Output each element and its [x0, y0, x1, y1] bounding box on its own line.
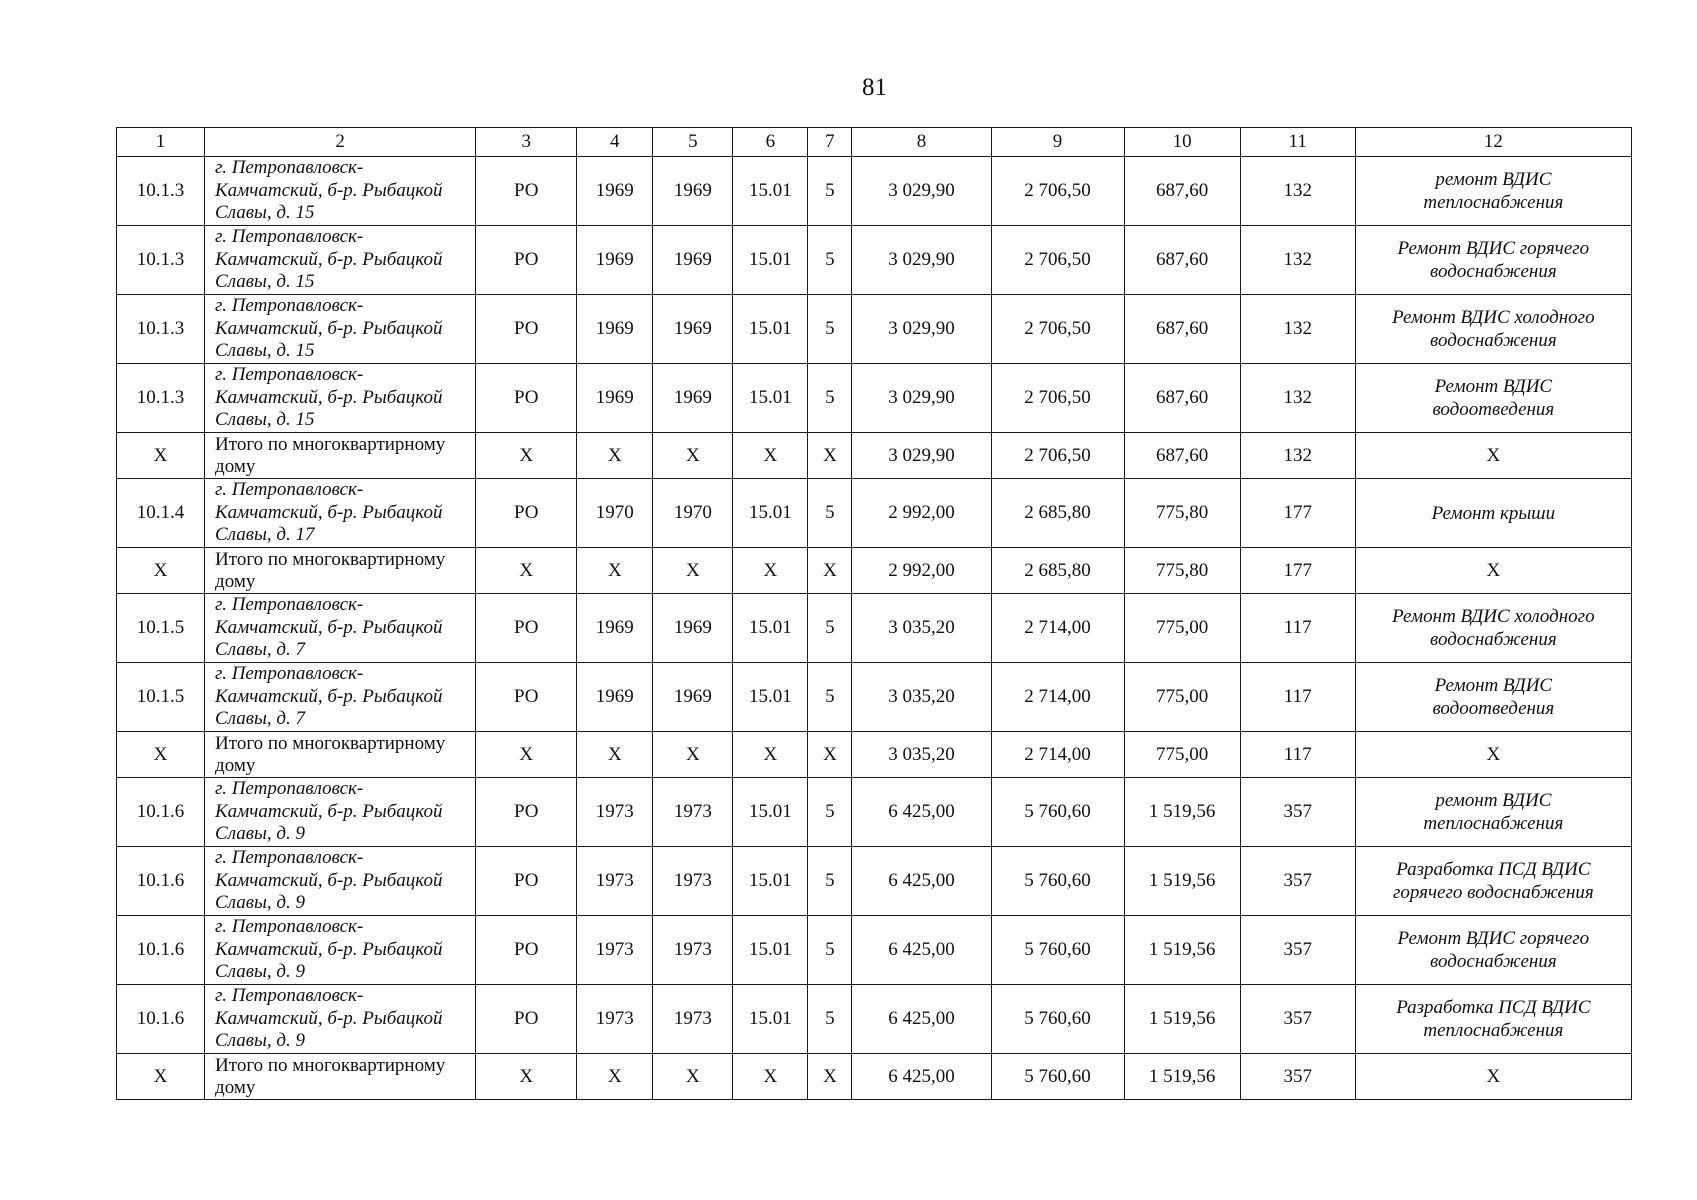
item-number-cell: 10.1.5: [117, 594, 205, 663]
work-type-cell: Ремонт ВДИС водоотведения: [1355, 663, 1631, 732]
table-row: [117, 226, 1632, 295]
work-type-cell: ремонт ВДИС теплоснабжения: [1355, 157, 1631, 226]
work-type-cell: Х: [1355, 732, 1631, 778]
item-number-cell: 10.1.6: [117, 778, 205, 847]
living-area-cell: 2 706,50: [991, 157, 1124, 226]
residents-cell: 357: [1240, 985, 1355, 1054]
total-row: [117, 1054, 1632, 1100]
total-area-cell: 3 029,90: [852, 226, 991, 295]
living-area-cell: 2 714,00: [991, 594, 1124, 663]
nonliving-area-cell: 775,00: [1124, 594, 1240, 663]
residents-cell: 117: [1240, 594, 1355, 663]
commission-year-cell: 1973: [653, 985, 733, 1054]
work-type-cell: Х: [1355, 548, 1631, 594]
date-cell: 15.01: [733, 479, 808, 548]
date-cell: Х: [733, 1054, 808, 1100]
column-header: 7: [808, 128, 852, 157]
total-area-cell: 3 029,90: [852, 295, 991, 364]
build-year-cell: 1973: [577, 778, 653, 847]
owner-cell: РО: [476, 594, 577, 663]
floors-cell: Х: [808, 732, 852, 778]
work-type-cell: Ремонт ВДИС горячего водоснабжения: [1355, 226, 1631, 295]
column-header: 12: [1355, 128, 1631, 157]
nonliving-area-cell: 1 519,56: [1124, 1054, 1240, 1100]
work-type-cell: Х: [1355, 1054, 1631, 1100]
table-row: [117, 847, 1632, 916]
commission-year-cell: 1973: [653, 778, 733, 847]
column-header: 3: [476, 128, 577, 157]
residents-cell: 117: [1240, 663, 1355, 732]
total-row: [117, 732, 1632, 778]
date-cell: 15.01: [733, 916, 808, 985]
table-row: [117, 985, 1632, 1054]
header-row: [117, 128, 1632, 157]
work-type-cell: Ремонт ВДИС холодного водоснабжения: [1355, 295, 1631, 364]
floors-cell: 5: [808, 663, 852, 732]
commission-year-cell: 1969: [653, 295, 733, 364]
living-area-cell: 5 760,60: [991, 847, 1124, 916]
commission-year-cell: 1973: [653, 916, 733, 985]
table-row: [117, 778, 1632, 847]
work-type-cell: Ремонт крыши: [1355, 479, 1631, 548]
residents-cell: 117: [1240, 732, 1355, 778]
table-row: [117, 663, 1632, 732]
residents-cell: 357: [1240, 847, 1355, 916]
column-header: 5: [653, 128, 733, 157]
residents-cell: 132: [1240, 226, 1355, 295]
residents-cell: 177: [1240, 548, 1355, 594]
table-row: [117, 157, 1632, 226]
floors-cell: 5: [808, 295, 852, 364]
floors-cell: 5: [808, 226, 852, 295]
floors-cell: Х: [808, 433, 852, 479]
table-row: [117, 479, 1632, 548]
owner-cell: РО: [476, 985, 577, 1054]
nonliving-area-cell: 687,60: [1124, 433, 1240, 479]
build-year-cell: Х: [577, 433, 653, 479]
total-area-cell: 2 992,00: [852, 548, 991, 594]
residents-cell: 132: [1240, 364, 1355, 433]
nonliving-area-cell: 687,60: [1124, 295, 1240, 364]
address-cell: г. Петропавловск- Камчатский, б-р. Рыбацкой Славы, д. 7: [205, 663, 476, 732]
living-area-cell: 2 706,50: [991, 295, 1124, 364]
date-cell: 15.01: [733, 226, 808, 295]
owner-cell: Х: [476, 433, 577, 479]
address-cell: г. Петропавловск- Камчатский, б-р. Рыбацкой Славы, д. 15: [205, 364, 476, 433]
nonliving-area-cell: 1 519,56: [1124, 916, 1240, 985]
living-area-cell: 2 706,50: [991, 364, 1124, 433]
table-row: [117, 594, 1632, 663]
floors-cell: 5: [808, 479, 852, 548]
living-area-cell: 2 714,00: [991, 732, 1124, 778]
total-area-cell: 3 029,90: [852, 433, 991, 479]
commission-year-cell: 1973: [653, 847, 733, 916]
floors-cell: 5: [808, 157, 852, 226]
item-number-cell: 10.1.4: [117, 479, 205, 548]
date-cell: 15.01: [733, 847, 808, 916]
total-area-cell: 3 035,20: [852, 594, 991, 663]
living-area-cell: 5 760,60: [991, 985, 1124, 1054]
living-area-cell: 2 714,00: [991, 663, 1124, 732]
floors-cell: Х: [808, 548, 852, 594]
column-header: 10: [1124, 128, 1240, 157]
column-header: 9: [991, 128, 1124, 157]
nonliving-area-cell: 1 519,56: [1124, 847, 1240, 916]
owner-cell: Х: [476, 1054, 577, 1100]
table-row: [117, 916, 1632, 985]
work-type-cell: Ремонт ВДИС холодного водоснабжения: [1355, 594, 1631, 663]
item-number-cell: 10.1.3: [117, 364, 205, 433]
commission-year-cell: 1969: [653, 157, 733, 226]
table-row: [117, 364, 1632, 433]
total-label-cell: Итого по многоквартирному дому: [205, 1054, 476, 1100]
living-area-cell: 2 706,50: [991, 226, 1124, 295]
residents-cell: 132: [1240, 157, 1355, 226]
work-type-cell: Ремонт ВДИС горячего водоснабжения: [1355, 916, 1631, 985]
total-label-cell: Итого по многоквартирному дому: [205, 732, 476, 778]
item-number-cell: 10.1.6: [117, 916, 205, 985]
nonliving-area-cell: 775,00: [1124, 732, 1240, 778]
floors-cell: 5: [808, 916, 852, 985]
build-year-cell: 1970: [577, 479, 653, 548]
floors-cell: 5: [808, 778, 852, 847]
living-area-cell: 2 706,50: [991, 433, 1124, 479]
commission-year-cell: 1969: [653, 594, 733, 663]
nonliving-area-cell: 775,80: [1124, 479, 1240, 548]
commission-year-cell: Х: [653, 433, 733, 479]
table-row: [117, 295, 1632, 364]
residents-cell: 132: [1240, 295, 1355, 364]
build-year-cell: Х: [577, 1054, 653, 1100]
build-year-cell: 1969: [577, 157, 653, 226]
nonliving-area-cell: 687,60: [1124, 364, 1240, 433]
build-year-cell: 1969: [577, 295, 653, 364]
owner-cell: РО: [476, 157, 577, 226]
date-cell: 15.01: [733, 157, 808, 226]
total-area-cell: 2 992,00: [852, 479, 991, 548]
living-area-cell: 5 760,60: [991, 916, 1124, 985]
item-number-cell: Х: [117, 732, 205, 778]
commission-year-cell: 1970: [653, 479, 733, 548]
total-area-cell: 3 029,90: [852, 157, 991, 226]
build-year-cell: Х: [577, 732, 653, 778]
date-cell: 15.01: [733, 663, 808, 732]
work-type-cell: Ремонт ВДИС водоотведения: [1355, 364, 1631, 433]
living-area-cell: 2 685,80: [991, 479, 1124, 548]
address-cell: г. Петропавловск- Камчатский, б-р. Рыбацкой Славы, д. 9: [205, 916, 476, 985]
table-body: [117, 157, 1632, 1100]
item-number-cell: 10.1.3: [117, 157, 205, 226]
total-label-cell: Итого по многоквартирному дому: [205, 548, 476, 594]
date-cell: 15.01: [733, 364, 808, 433]
address-cell: г. Петропавловск- Камчатский, б-р. Рыбацкой Славы, д. 15: [205, 226, 476, 295]
residents-cell: 357: [1240, 778, 1355, 847]
owner-cell: РО: [476, 295, 577, 364]
total-area-cell: 6 425,00: [852, 778, 991, 847]
total-row: [117, 433, 1632, 479]
date-cell: 15.01: [733, 295, 808, 364]
date-cell: Х: [733, 548, 808, 594]
total-area-cell: 6 425,00: [852, 916, 991, 985]
build-year-cell: 1969: [577, 226, 653, 295]
date-cell: 15.01: [733, 778, 808, 847]
build-year-cell: 1973: [577, 985, 653, 1054]
build-year-cell: 1969: [577, 364, 653, 433]
column-header: 6: [733, 128, 808, 157]
data-table: [116, 127, 1632, 1100]
address-cell: г. Петропавловск- Камчатский, б-р. Рыбацкой Славы, д. 7: [205, 594, 476, 663]
date-cell: Х: [733, 433, 808, 479]
work-type-cell: Разработка ПСД ВДИС теплоснабжения: [1355, 985, 1631, 1054]
total-area-cell: 3 029,90: [852, 364, 991, 433]
total-area-cell: 6 425,00: [852, 985, 991, 1054]
total-area-cell: 6 425,00: [852, 847, 991, 916]
owner-cell: РО: [476, 479, 577, 548]
floors-cell: Х: [808, 1054, 852, 1100]
living-area-cell: 5 760,60: [991, 1054, 1124, 1100]
nonliving-area-cell: 687,60: [1124, 226, 1240, 295]
address-cell: г. Петропавловск- Камчатский, б-р. Рыбацкой Славы, д. 9: [205, 778, 476, 847]
commission-year-cell: 1969: [653, 226, 733, 295]
date-cell: Х: [733, 732, 808, 778]
page-number: 81: [862, 74, 887, 101]
address-cell: г. Петропавловск- Камчатский, б-р. Рыбацкой Славы, д. 17: [205, 479, 476, 548]
living-area-cell: 5 760,60: [991, 778, 1124, 847]
build-year-cell: 1973: [577, 916, 653, 985]
nonliving-area-cell: 775,80: [1124, 548, 1240, 594]
nonliving-area-cell: 687,60: [1124, 157, 1240, 226]
residents-cell: 357: [1240, 916, 1355, 985]
item-number-cell: 10.1.3: [117, 226, 205, 295]
owner-cell: РО: [476, 847, 577, 916]
build-year-cell: 1969: [577, 594, 653, 663]
work-type-cell: ремонт ВДИС теплоснабжения: [1355, 778, 1631, 847]
address-cell: г. Петропавловск- Камчатский, б-р. Рыбацкой Славы, д. 9: [205, 985, 476, 1054]
floors-cell: 5: [808, 847, 852, 916]
total-area-cell: 3 035,20: [852, 663, 991, 732]
column-header: 4: [577, 128, 653, 157]
living-area-cell: 2 685,80: [991, 548, 1124, 594]
floors-cell: 5: [808, 594, 852, 663]
owner-cell: РО: [476, 226, 577, 295]
address-cell: г. Петропавловск- Камчатский, б-р. Рыбацкой Славы, д. 15: [205, 157, 476, 226]
commission-year-cell: Х: [653, 732, 733, 778]
nonliving-area-cell: 775,00: [1124, 663, 1240, 732]
commission-year-cell: Х: [653, 1054, 733, 1100]
total-label-cell: Итого по многоквартирному дому: [205, 433, 476, 479]
owner-cell: Х: [476, 548, 577, 594]
total-area-cell: 6 425,00: [852, 1054, 991, 1100]
date-cell: 15.01: [733, 594, 808, 663]
residents-cell: 357: [1240, 1054, 1355, 1100]
owner-cell: РО: [476, 916, 577, 985]
build-year-cell: 1969: [577, 663, 653, 732]
date-cell: 15.01: [733, 985, 808, 1054]
residents-cell: 177: [1240, 479, 1355, 548]
commission-year-cell: 1969: [653, 663, 733, 732]
column-header: 11: [1240, 128, 1355, 157]
owner-cell: РО: [476, 778, 577, 847]
item-number-cell: 10.1.5: [117, 663, 205, 732]
item-number-cell: Х: [117, 1054, 205, 1100]
item-number-cell: 10.1.6: [117, 985, 205, 1054]
address-cell: г. Петропавловск- Камчатский, б-р. Рыбацкой Славы, д. 15: [205, 295, 476, 364]
commission-year-cell: Х: [653, 548, 733, 594]
address-cell: г. Петропавловск- Камчатский, б-р. Рыбацкой Славы, д. 9: [205, 847, 476, 916]
owner-cell: РО: [476, 364, 577, 433]
total-row: [117, 548, 1632, 594]
build-year-cell: Х: [577, 548, 653, 594]
floors-cell: 5: [808, 985, 852, 1054]
owner-cell: Х: [476, 732, 577, 778]
nonliving-area-cell: 1 519,56: [1124, 985, 1240, 1054]
total-area-cell: 3 035,20: [852, 732, 991, 778]
work-type-cell: Разработка ПСД ВДИС горячего водоснабжения: [1355, 847, 1631, 916]
nonliving-area-cell: 1 519,56: [1124, 778, 1240, 847]
item-number-cell: Х: [117, 433, 205, 479]
item-number-cell: 10.1.6: [117, 847, 205, 916]
owner-cell: РО: [476, 663, 577, 732]
item-number-cell: 10.1.3: [117, 295, 205, 364]
floors-cell: 5: [808, 364, 852, 433]
column-header: 1: [117, 128, 205, 157]
build-year-cell: 1973: [577, 847, 653, 916]
column-header: 2: [205, 128, 476, 157]
work-type-cell: Х: [1355, 433, 1631, 479]
item-number-cell: Х: [117, 548, 205, 594]
commission-year-cell: 1969: [653, 364, 733, 433]
residents-cell: 132: [1240, 433, 1355, 479]
column-header: 8: [852, 128, 991, 157]
